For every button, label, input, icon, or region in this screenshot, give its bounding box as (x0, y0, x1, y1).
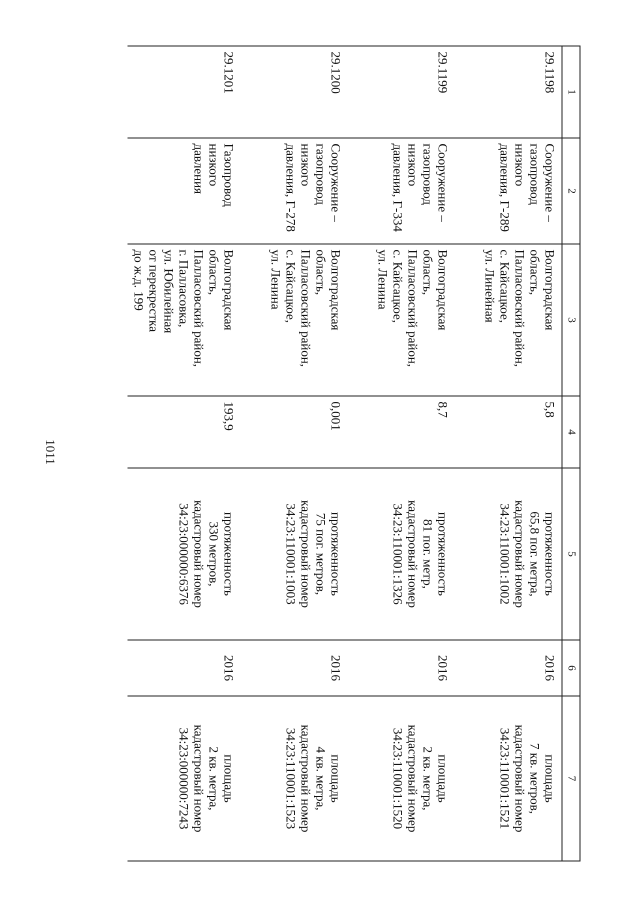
object-value: 8,7 (348, 396, 455, 468)
column-header: 1 (562, 46, 580, 138)
row-number: 29.1199 (348, 46, 455, 138)
row-number: 29.1198 (455, 46, 562, 138)
object-address: Волгоградская область, Палласовский район, г. Палласовка, ул. Юбилейная от перекрестка до ж.д. 199 (128, 244, 241, 396)
page-number: 1011 (43, 439, 58, 465)
column-header: 2 (562, 138, 580, 244)
table-row (455, 46, 562, 861)
object-note: площадь 2 кв. метра, кадастровый номер 34:23:110001:1520 (348, 696, 455, 861)
object-name: Сооружение – газопровод низкого давления, Г-334 (348, 138, 455, 244)
object-characteristics: протяженность 75 пог. метров, кадастровый номер 34:23:110001:1003 (241, 468, 348, 640)
object-note: площадь 4 кв. метра, кадастровый номер 34:23:110001:1523 (241, 696, 348, 861)
table-row (128, 46, 241, 861)
column-header: 3 (562, 244, 580, 396)
object-address: Волгоградская область, Палласовский район, с. Кайсацкое, ул. Ленина (348, 244, 455, 396)
object-year: 2016 (128, 640, 241, 696)
row-number: 29.1201 (128, 46, 241, 138)
row-number: 29.1200 (241, 46, 348, 138)
object-characteristics: протяженность 65,8 пог. метра, кадастровый номер 34:23:110001:1002 (455, 468, 562, 640)
table-row (241, 46, 348, 861)
object-characteristics: протяженность 81 пог. метр, кадастровый номер 34:23:110001:1326 (348, 468, 455, 640)
object-value: 0,001 (241, 396, 348, 468)
column-header: 6 (562, 640, 580, 696)
header-row (562, 46, 580, 861)
rotated-table-container (60, 46, 580, 861)
column-header: 7 (562, 696, 580, 861)
object-name: Газопровод низкого давления (128, 138, 241, 244)
object-address: Волгоградская область, Палласовский район, с. Кайсацкое, ул. Ленина (241, 244, 348, 396)
object-note: площадь 2 кв. метра, кадастровый номер 34:23:000000:7243 (128, 696, 241, 861)
object-note: площадь 7 кв. метров, кадастровый номер 34:23:110001:1521 (455, 696, 562, 861)
object-characteristics: протяженность 330 метров, кадастровый номер 34:23:000000:6376 (128, 468, 241, 640)
object-value: 193,9 (128, 396, 241, 468)
property-table (128, 46, 581, 862)
table-row (348, 46, 455, 861)
object-name: Сооружение – газопровод низкого давления, Г-278 (241, 138, 348, 244)
column-header: 4 (562, 396, 580, 468)
object-year: 2016 (455, 640, 562, 696)
object-value: 5,8 (455, 396, 562, 468)
object-address: Волгоградская область, Палласовский район, с. Кайсацкое, ул. Линейная (455, 244, 562, 396)
object-name: Сооружение – газопровод низкого давления, Г-289 (455, 138, 562, 244)
object-year: 2016 (348, 640, 455, 696)
object-year: 2016 (241, 640, 348, 696)
column-header: 5 (562, 468, 580, 640)
